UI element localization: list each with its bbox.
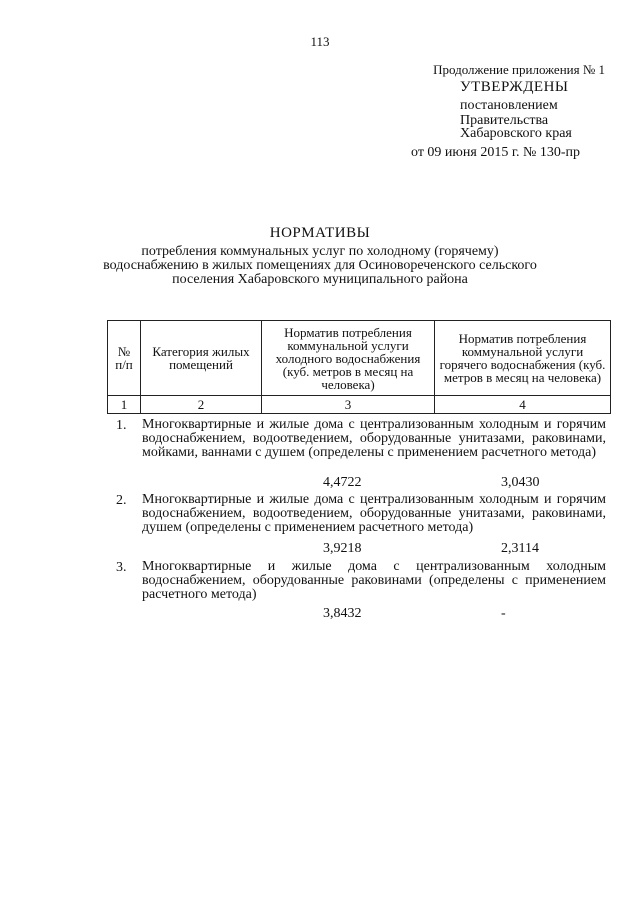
table-index-row [108,396,611,414]
approval-date: от 09 июня 2015 г. № 130-пр [411,145,580,160]
document-subtitle: потребления коммунальных услуг по холодному (горячему) водоснабжению в жилых помещениях для Осиновореченского сельского поселения Хабаровского муниципального района [103,244,537,287]
index-cell: 2 [141,396,262,414]
row-category-text: Многоквартирные и жилые дома с централизованным холодным и горячим водоснабжением, водоотведением, оборудованные унитазами, раковинами, душем (определены с применением расчетного метода) [142,492,606,535]
approval-line: Правительства [460,113,549,128]
row-number: 2. [116,493,127,508]
row-hot-value: 2,3114 [501,541,539,556]
header-number: № п/п [108,321,141,396]
norms-table [107,320,611,414]
row-hot-value: - [501,606,506,621]
document-title: НОРМАТИВЫ [269,225,371,241]
header-hot-norm: Норматив потребления коммунальной услуги горячего водоснабжения (куб. метров в месяц на человека) [435,321,611,396]
row-cold-value: 4,4722 [323,475,362,490]
row-category-text: Многоквартирные и жилые дома с централизованным холодным водоснабжением, оборудованные раковинами (определены с применением расчетного метода) [142,559,606,602]
row-cold-value: 3,8432 [323,606,362,621]
table-header-row [108,321,611,396]
row-number: 3. [116,560,127,575]
index-cell: 3 [262,396,435,414]
appendix-continuation: Продолжение приложения № 1 [433,62,605,77]
approval-line: постановлением [460,98,558,113]
header-cold-norm: Норматив потребления коммунальной услуги холодного водоснабжения (куб. метров в месяц на человека) [262,321,435,396]
approval-title: УТВЕРЖДЕНЫ [460,79,569,95]
row-cold-value: 3,9218 [323,541,362,556]
index-cell: 1 [108,396,141,414]
row-category-text: Многоквартирные и жилые дома с централизованным холодным и горячим водоснабжением, водоотведением, оборудованные унитазами, раковинами, мойками, ваннами с душем (определены с применением расчетного метода) [142,417,606,460]
header-category: Категория жилых помещений [141,321,262,396]
index-cell: 4 [435,396,611,414]
page-number: 113 [310,34,330,49]
approval-line: Хабаровского края [460,126,572,141]
row-number: 1. [116,418,127,433]
row-hot-value: 3,0430 [501,475,540,490]
